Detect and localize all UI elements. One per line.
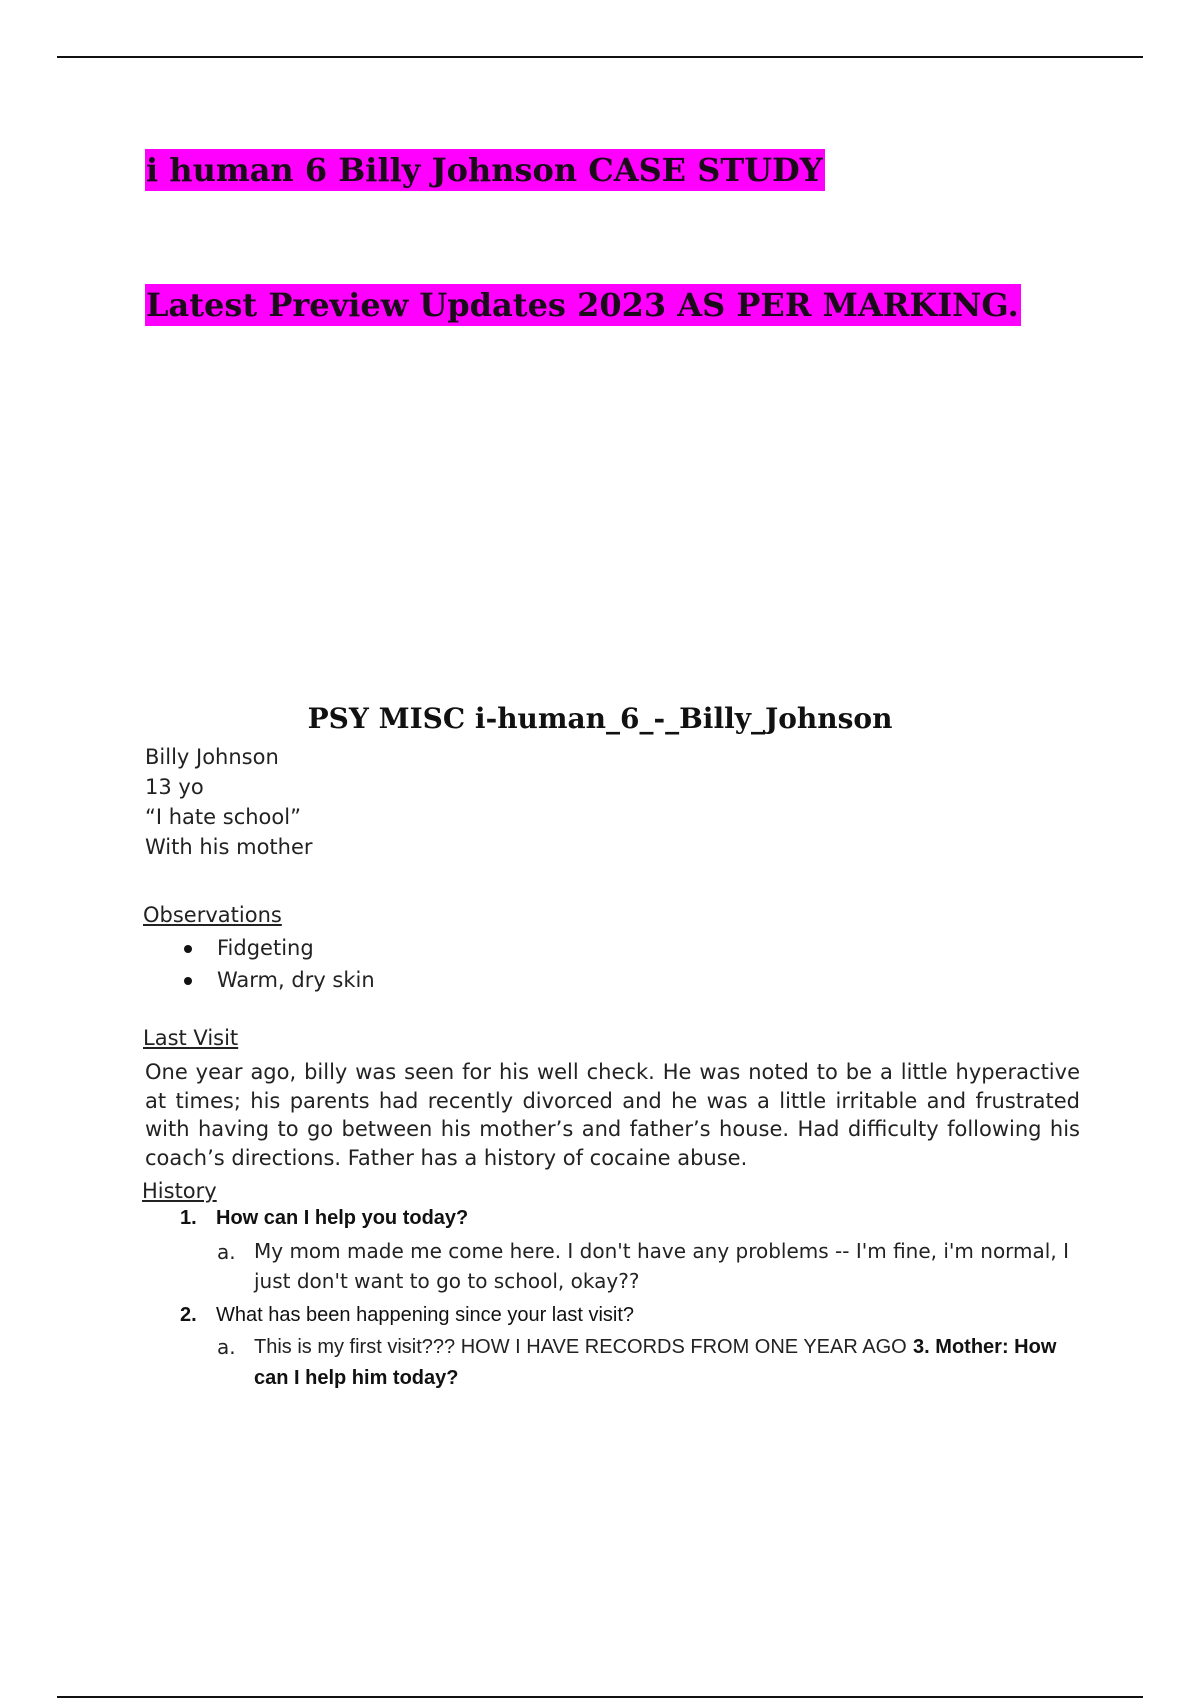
accompanied-by: With his mother bbox=[145, 835, 313, 859]
document-heading: PSY MISC i-human_6_-_Billy_Johnson bbox=[307, 702, 893, 735]
top-rule bbox=[57, 56, 1143, 58]
highlighted-title-line-2: Latest Preview Updates 2023 AS PER MARKING. bbox=[146, 286, 1019, 324]
answer-2-text bbox=[254, 1331, 1084, 1393]
question-2-text: What has been happening since your last visit? bbox=[216, 1304, 635, 1326]
last-visit-label: Last Visit bbox=[143, 1026, 239, 1050]
answer-2-marker: a. bbox=[217, 1335, 236, 1359]
observation-text: Fidgeting bbox=[217, 936, 314, 960]
question-2-number: 2. bbox=[180, 1304, 197, 1326]
last-visit-paragraph: One year ago, billy was seen for his well check. He was noted to be a little hyperactive at times; his parents had recently divorced and he was a little irritable and frustrated with having to go between his mother’s and father’s house. Had difficulty following his coach’s directions. Father has a history of cocaine abuse. bbox=[145, 1060, 1080, 1170]
answer-1-marker: a. bbox=[217, 1240, 236, 1264]
bullet-icon bbox=[184, 945, 192, 953]
answer-2-part-2: 3. Mother: How can I help him today? bbox=[254, 1336, 1057, 1389]
highlighted-title-line-1: i human 6 Billy Johnson CASE STUDY bbox=[146, 151, 823, 189]
list-item bbox=[182, 964, 375, 996]
observations-list bbox=[182, 932, 375, 996]
history-label: History bbox=[142, 1179, 217, 1203]
question-1-number: 1. bbox=[180, 1207, 197, 1229]
patient-age: 13 yo bbox=[145, 775, 204, 799]
patient-info bbox=[145, 742, 313, 862]
chief-complaint: “I hate school” bbox=[145, 805, 301, 829]
patient-name: Billy Johnson bbox=[145, 745, 279, 769]
observation-text: Warm, dry skin bbox=[217, 968, 375, 992]
question-1-text: How can I help you today? bbox=[216, 1207, 469, 1229]
answer-1-text: My mom made me come here. I don't have any problems -- I'm fine, i'm normal, I just don't want to go to school, okay?? bbox=[254, 1239, 1069, 1293]
bottom-rule bbox=[57, 1696, 1143, 1698]
answer-2-part-1: This is my first visit??? HOW I HAVE RECORDS FROM ONE YEAR AGO bbox=[254, 1336, 907, 1358]
observations-label: Observations bbox=[143, 903, 282, 927]
bullet-icon bbox=[184, 977, 192, 985]
list-item bbox=[182, 932, 375, 964]
